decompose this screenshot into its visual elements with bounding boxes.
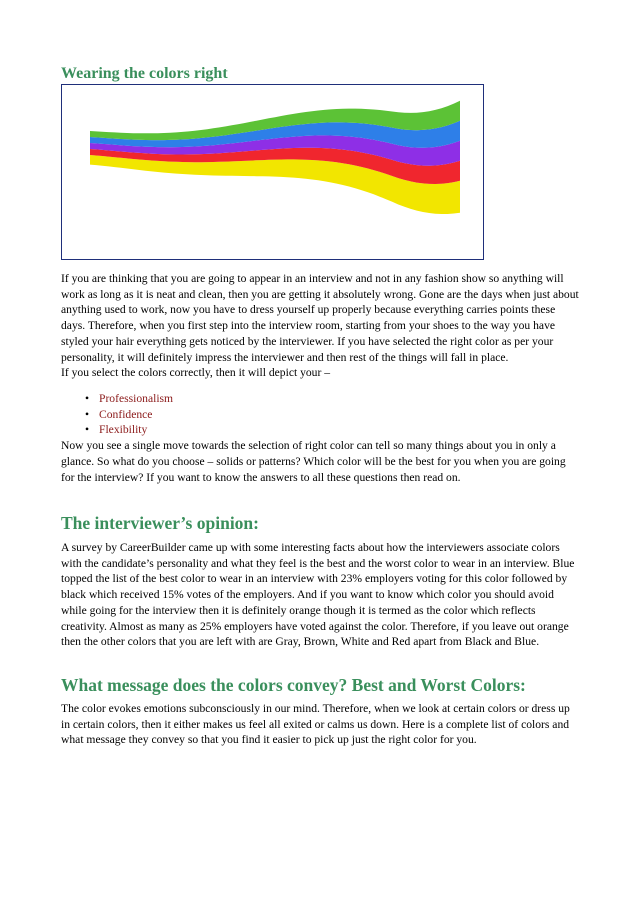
list-item: • Professionalism bbox=[61, 391, 581, 407]
list-item: • Confidence bbox=[61, 407, 581, 423]
rainbow-ribbon-image bbox=[61, 84, 484, 260]
intro-flow bbox=[61, 391, 581, 485]
colors-message-paragraph: The color evokes emotions subconsciously in our mind. Therefore, when we look at certain colors or dress up in certain colors, then it either makes us feel all exited or calms us down. Here is a complete list of colors and what message they convey so that you find it easier to pick up just the right color for you. bbox=[61, 702, 570, 747]
intro-paragraph: If you are thinking that you are going to appear in an interview and not in any fashion show so anything will work as long as it is neat and clean, then you are getting it absolutely wrong. Gone are the days when just about anything used to work, now you have to dress yourself up properly because everything carries points these days. Therefore, when you first step into the interview room, starting from your shoes to the way you have styled your hair everything gets noticed by the interviewer. If you have selected the right color as per your personality, it will definitely impress the interviewer and then rest of the things will fall in place. bbox=[61, 272, 579, 364]
traits-list bbox=[61, 391, 581, 438]
section-heading-interviewer-opinion: The interviewer’s opinion: bbox=[61, 513, 259, 533]
list-item: • Flexibility bbox=[61, 422, 581, 438]
intro-text bbox=[61, 271, 581, 381]
interviewer-opinion-paragraph: A survey by CareerBuilder came up with some interesting facts about how the interviewers associate colors with the candidate’s personality and what they feel is the best and the worst color to wear in an interview. Blue topped the list of the best color to wear in an interview with 23% employers voting for this color followed by black which received 15% votes of the employers. And if you want to know which color you should avoid while going for the interview then it is definitely orange though it is termed as the color which reflects creativity. Almost as many as 25% employers have voted against the color. Therefore, if you leave out orange then the other colors that you are left with are Gray, Brown, White and Red apart from Black and Blue. bbox=[61, 541, 575, 649]
intro-lead: If you select the colors correctly, then it will depict your – bbox=[61, 366, 331, 380]
page-title: Wearing the colors right bbox=[61, 65, 228, 82]
section-heading-colors-message: What message does the colors convey? Best and Worst Colors: bbox=[61, 675, 526, 695]
rainbow-ribbon-icon bbox=[62, 85, 483, 259]
intro-closing: Now you see a single move towards the selection of right color can tell so many things about you in only a glance. So what do you choose – solids or patterns? Which color will be the best for you when you are going for the interview? If you want to know the answers to all these questions then read on. bbox=[61, 439, 566, 484]
